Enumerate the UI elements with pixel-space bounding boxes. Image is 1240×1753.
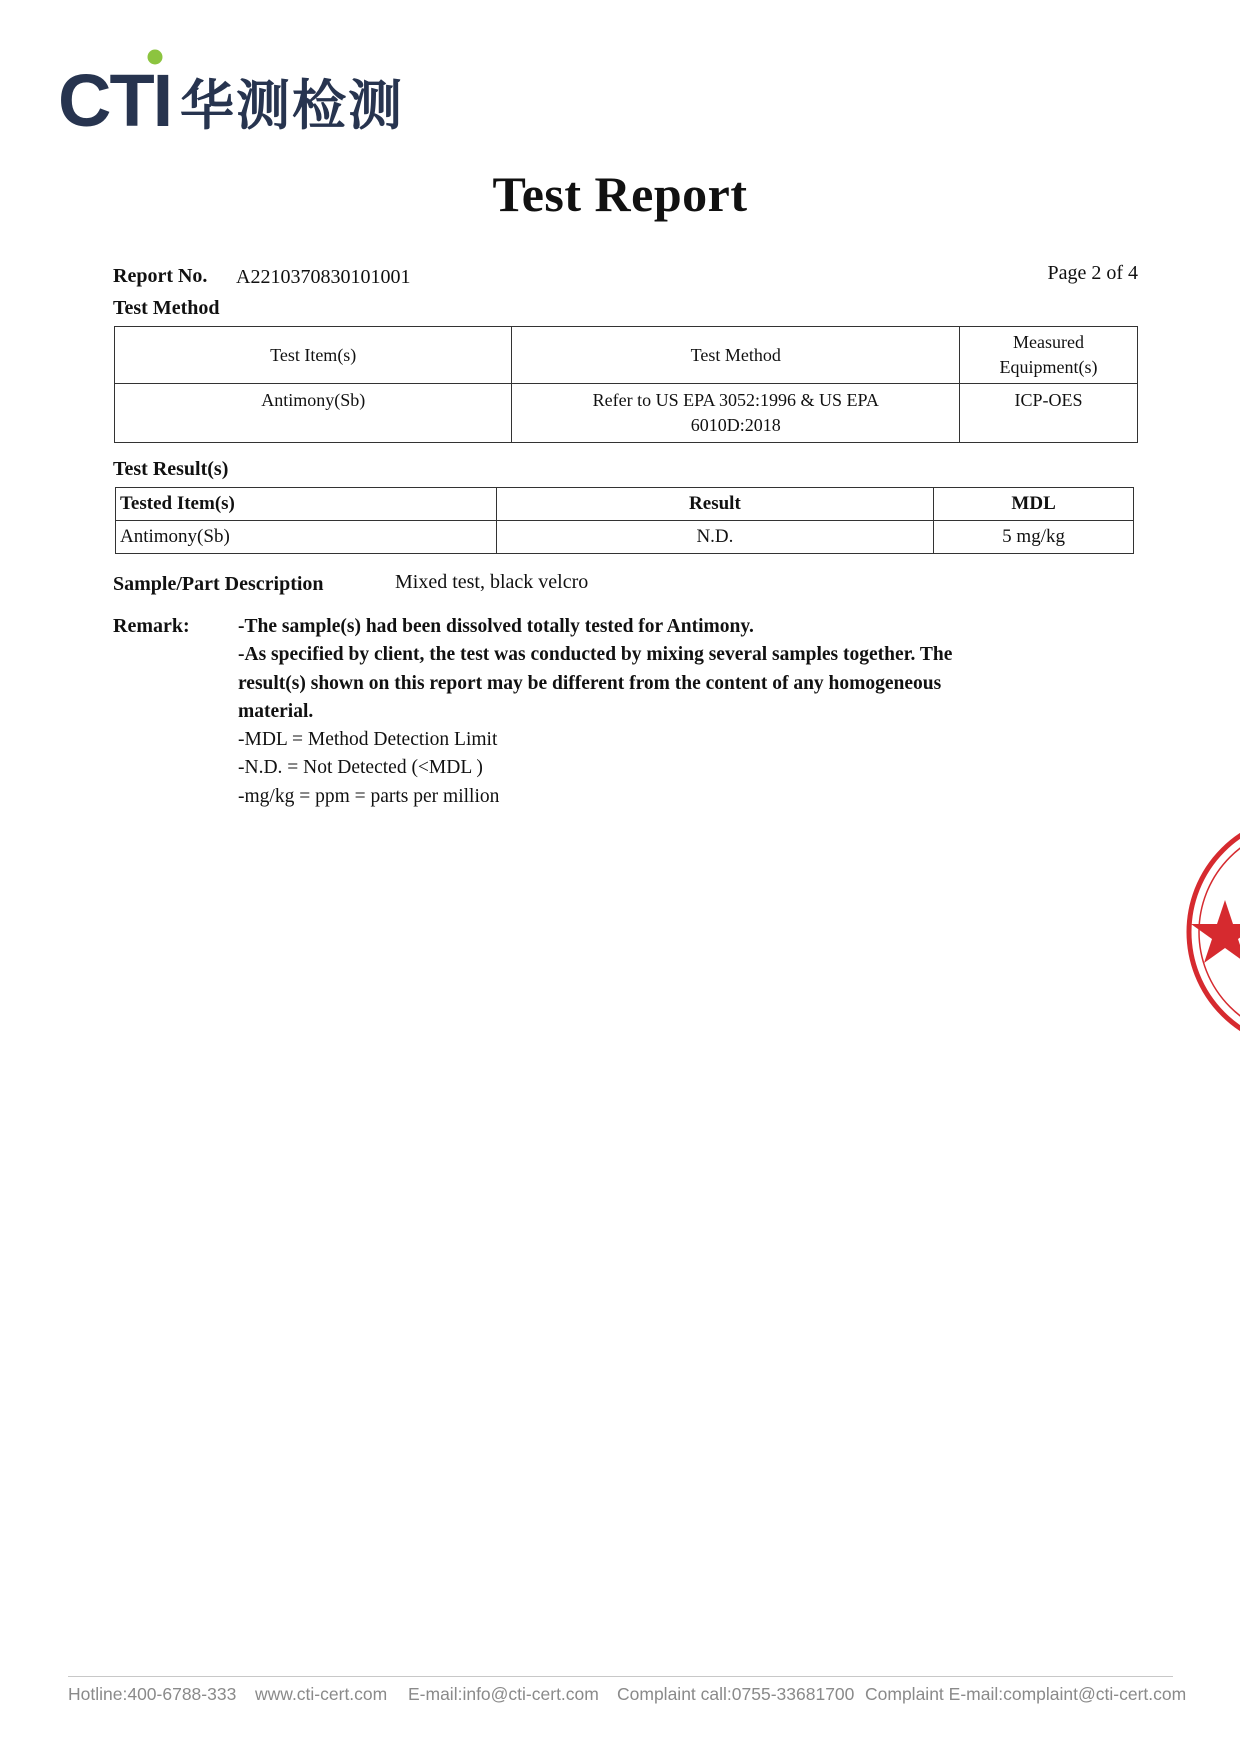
- logo-chinese-text: 华测检测: [180, 74, 404, 134]
- table-cell: Refer to US EPA 3052:1996 & US EPA 6010D:2018: [512, 384, 960, 443]
- table-cell: Antimony(Sb): [115, 384, 512, 443]
- remark-line: -The sample(s) had been dissolved totally tested for Antimony.: [238, 616, 754, 637]
- footer-email: E-mail:info@cti-cert.com: [408, 1684, 599, 1704]
- remark-body: [238, 613, 1018, 811]
- table-cell: Antimony(Sb): [116, 521, 497, 554]
- remark-label: Remark:: [113, 615, 190, 637]
- test-method-heading: Test Method: [113, 297, 220, 319]
- page-title: Test Report: [492, 166, 748, 222]
- table-header-cell: Measured Equipment(s): [960, 327, 1138, 384]
- test-results-table: [115, 487, 1134, 554]
- remark-line: -N.D. = Not Detected (<MDL ): [238, 757, 483, 779]
- page-number: Page 2 of 4: [1047, 262, 1138, 284]
- cti-logo: [58, 46, 458, 134]
- table-cell: N.D.: [496, 521, 934, 554]
- report-no-label: Report No.: [113, 265, 208, 287]
- footer-hotline: Hotline:400-6788-333: [68, 1684, 237, 1704]
- remark-line: -As specified by client, the test was conducted by mixing several samples together. The result(s) shown on this report may be different from the content of any homogeneous material.: [238, 644, 953, 722]
- table-row: [115, 384, 1138, 443]
- table-header-cell: Result: [496, 488, 934, 521]
- table-cell: ICP-OES: [960, 384, 1138, 443]
- remark-line: -MDL = Method Detection Limit: [238, 729, 498, 751]
- sample-description-value: Mixed test, black velcro: [395, 571, 589, 593]
- footer-divider: [68, 1676, 1173, 1677]
- test-results-heading: Test Result(s): [113, 458, 229, 480]
- footer-website: www.cti-cert.com: [255, 1684, 388, 1704]
- test-method-table: [114, 326, 1138, 443]
- footer-complaint-call: Complaint call:0755-33681700: [617, 1684, 855, 1704]
- table-cell: 5 mg/kg: [934, 521, 1134, 554]
- sample-description-label: Sample/Part Description: [113, 573, 324, 595]
- official-seal-stamp: [1185, 810, 1240, 1055]
- table-header-cell: MDL: [934, 488, 1134, 521]
- table-header-cell: Test Item(s): [115, 327, 512, 384]
- report-no-value: A2210370830101001: [236, 266, 411, 288]
- table-header-cell: Test Method: [512, 327, 960, 384]
- table-header-cell: Tested Item(s): [116, 488, 497, 521]
- footer-complaint-email: Complaint E-mail:complaint@cti-cert.com: [865, 1684, 1187, 1704]
- remark-line: -mg/kg = ppm = parts per million: [238, 785, 500, 807]
- table-header-row: [116, 488, 1134, 521]
- table-row: [116, 521, 1134, 554]
- table-header-row: [115, 327, 1138, 384]
- logo-latin-text: CTI: [58, 59, 172, 134]
